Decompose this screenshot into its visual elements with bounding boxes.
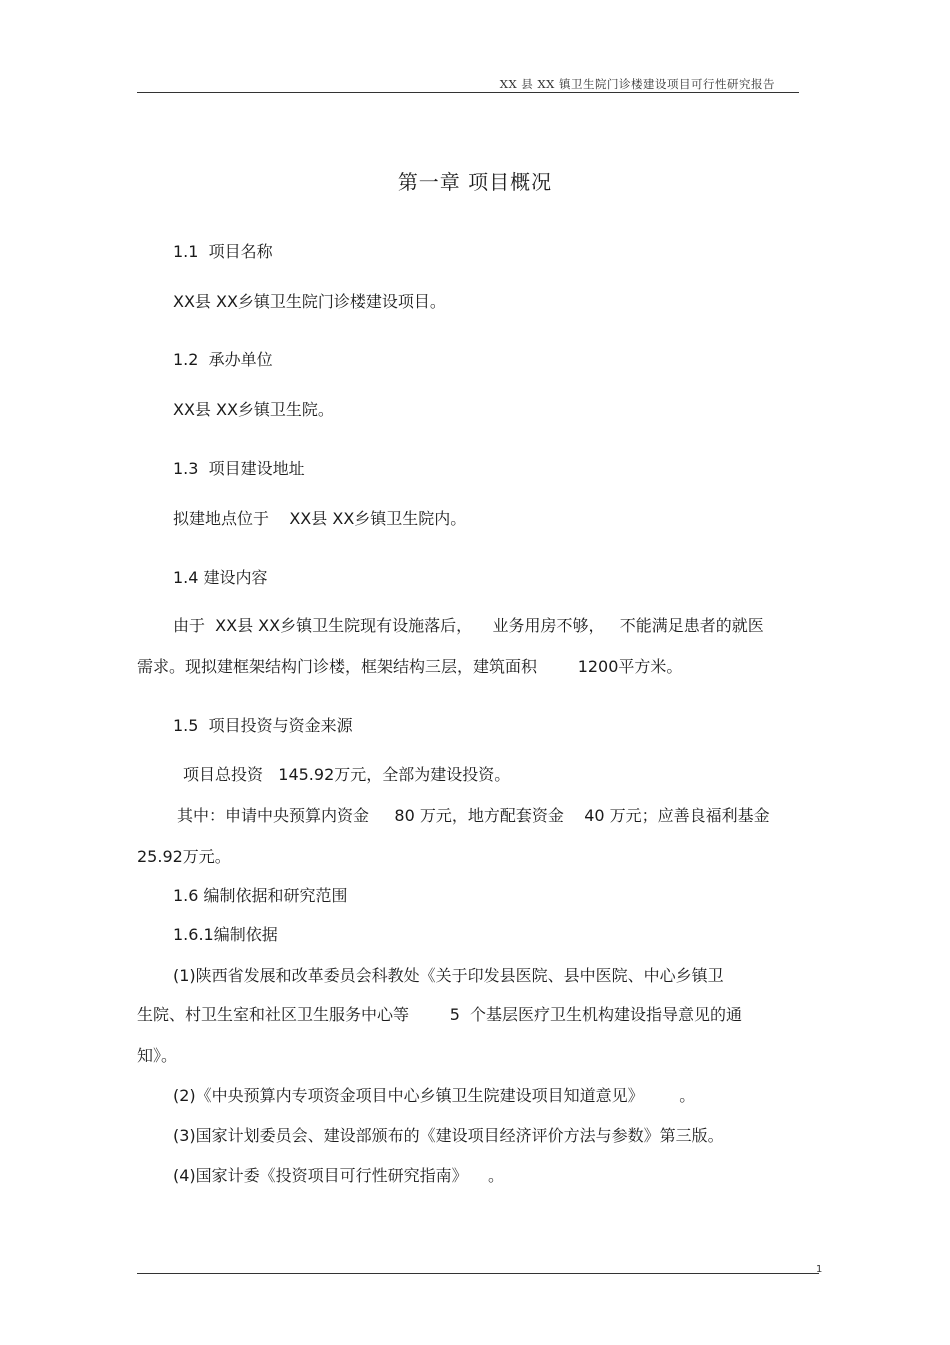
section-subheading-1-6-1: 1.6.1编制依据 xyxy=(173,925,278,944)
reference-item-2: (2)《中央预算内专项资金项目中心乡镇卫生院建设项目知道意见》 。 xyxy=(173,1086,696,1105)
footer-rule xyxy=(137,1273,819,1274)
section-heading-1-4: 1.4 建设内容 xyxy=(173,568,268,587)
reference-item-1-line2: 生院、村卫生室和社区卫生服务中心等 5 个基层医疗卫生机构建设指导意见的通 xyxy=(137,1005,743,1024)
section-heading-1-6: 1.6 编制依据和研究范围 xyxy=(173,886,348,905)
reference-item-1-line1: (1)陕西省发展和改革委员会科教处《关于印发县医院、县中医院、中心乡镇卫 xyxy=(173,966,724,985)
section-body-1-4-line2: 需求。现拟建框架结构门诊楼，框架结构三层，建筑面积 1200平方米。 xyxy=(137,657,683,676)
section-body-1-1: XX县 XX乡镇卫生院门诊楼建设项目。 xyxy=(173,292,446,311)
section-body-1-4-line1: 由于 XX县 XX乡镇卫生院现有设施落后， 业务用房不够， 不能满足患者的就医 xyxy=(173,616,764,635)
page-number: 1 xyxy=(816,1264,823,1275)
section-body-1-5-detail-line1: 其中：申请中央预算内资金 80 万元，地方配套资金 40 万元；应善良福利基金 xyxy=(177,806,770,825)
reference-item-4: (4)国家计委《投资项目可行性研究指南》 。 xyxy=(173,1166,505,1185)
section-heading-1-3: 1.3 项目建设地址 xyxy=(173,459,305,478)
running-header-title: XX 县 XX 镇卫生院门诊楼建设项目可行性研究报告 xyxy=(499,77,775,91)
section-body-1-3: 拟建地点位于 XX县 XX乡镇卫生院内。 xyxy=(173,509,467,528)
section-body-1-2: XX县 XX乡镇卫生院。 xyxy=(173,400,334,419)
reference-item-3: (3)国家计划委员会、建设部颁布的《建设项目经济评价方法与参数》第三版。 xyxy=(173,1126,724,1145)
section-body-1-5-total: 项目总投资 145.92万元，全部为建设投资。 xyxy=(183,765,511,784)
section-heading-1-1: 1.1 项目名称 xyxy=(173,242,273,261)
chapter-title: 第一章 项目概况 xyxy=(397,170,553,194)
section-body-1-5-detail-line2: 25.92万元。 xyxy=(137,847,231,866)
section-heading-1-5: 1.5 项目投资与资金来源 xyxy=(173,716,353,735)
reference-item-1-line3: 知》。 xyxy=(137,1046,178,1065)
section-heading-1-2: 1.2 承办单位 xyxy=(173,350,273,369)
running-header xyxy=(137,76,799,93)
